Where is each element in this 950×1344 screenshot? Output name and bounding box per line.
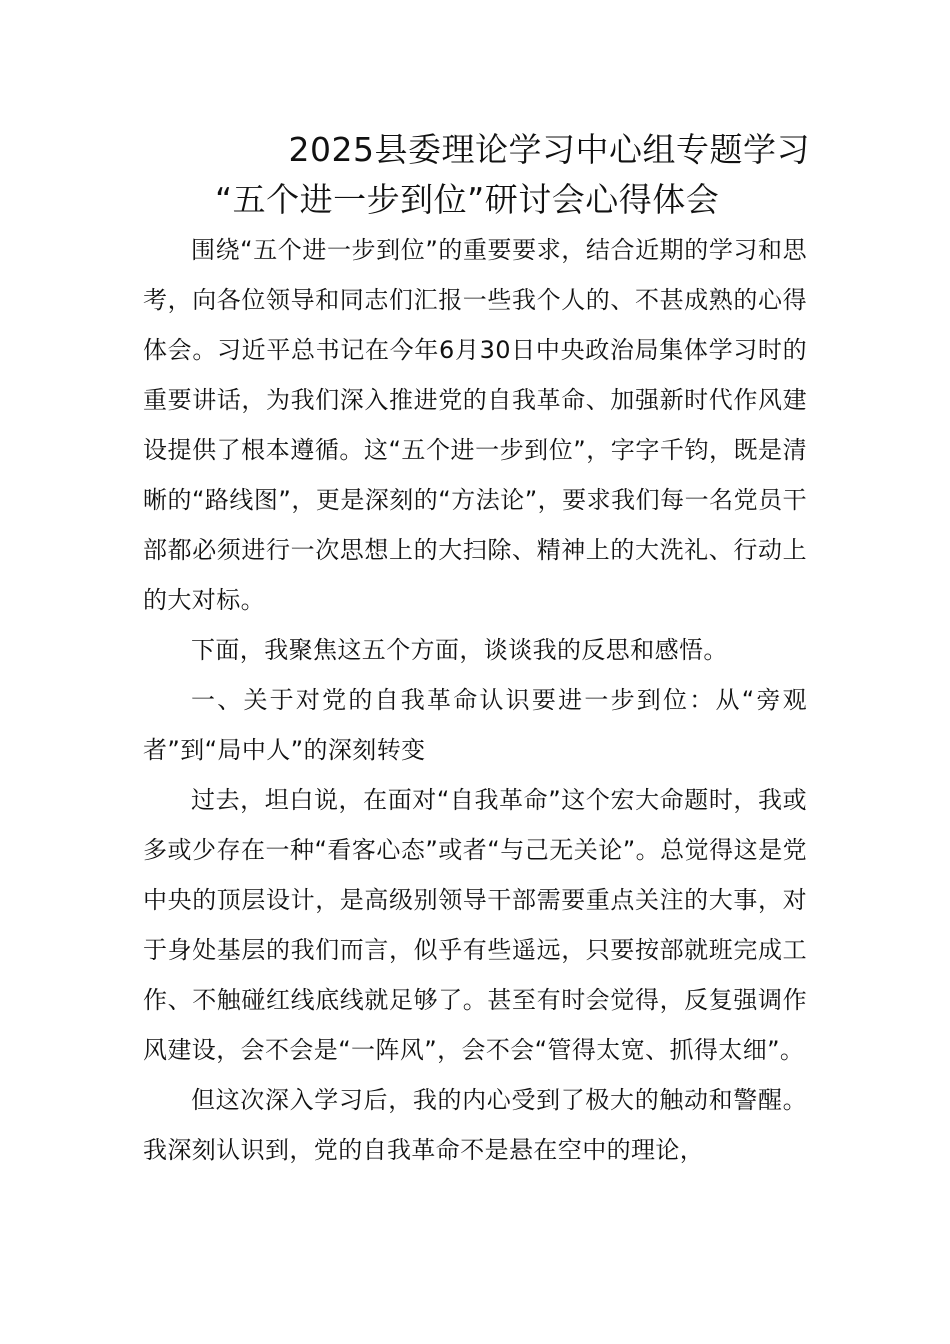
paragraph-1: 围绕“五个进一步到位”的重要要求，结合近期的学习和思考，向各位领导和同志们汇报一些我个人的、不甚成熟的心得体会。习近平总书记在今年6月30日中央政治局集体学习时的重要讲话，为我们深入推进党的自我革命、加强新时代作风建设提供了根本遵循。这“五个进一步到位”，字字千钧，既是清晰的“路线图”，更是深刻的“方法论”，要求我们每一名党员干部都必须进行一次思想上的大扫除、精神上的大洗礼、行动上的大对标。 [143, 236, 807, 614]
section-heading-1: 一、关于对党的自我革命认识要进一步到位：从“旁观者”到“局中人”的深刻转变 [143, 686, 807, 764]
document-title-line1: 2025县委理论学习中心组专题学习 [288, 130, 810, 169]
document-body [143, 225, 807, 1175]
paragraph-3: 过去，坦白说，在面对“自我革命”这个宏大命题时，我或多或少存在一种“看客心态”或者“与己无关论”。总觉得这是党中央的顶层设计，是高级别领导干部需要重点关注的大事，对于身处基层的我们而言，似乎有些遥远，只要按部就班完成工作、不触碰红线底线就足够了。甚至有时会觉得，反复强调作风建设，会不会是“一阵风”，会不会“管得太宽、抓得太细”。 [143, 786, 807, 1064]
paragraph-2: 下面，我聚焦这五个方面，谈谈我的反思和感悟。 [191, 636, 728, 664]
paragraph-4: 但这次深入学习后，我的内心受到了极大的触动和警醒。我深刻认识到，党的自我革命不是悬在空中的理论， [143, 1086, 807, 1164]
document-title-line2: “五个进一步到位”研讨会心得体会 [215, 180, 720, 219]
